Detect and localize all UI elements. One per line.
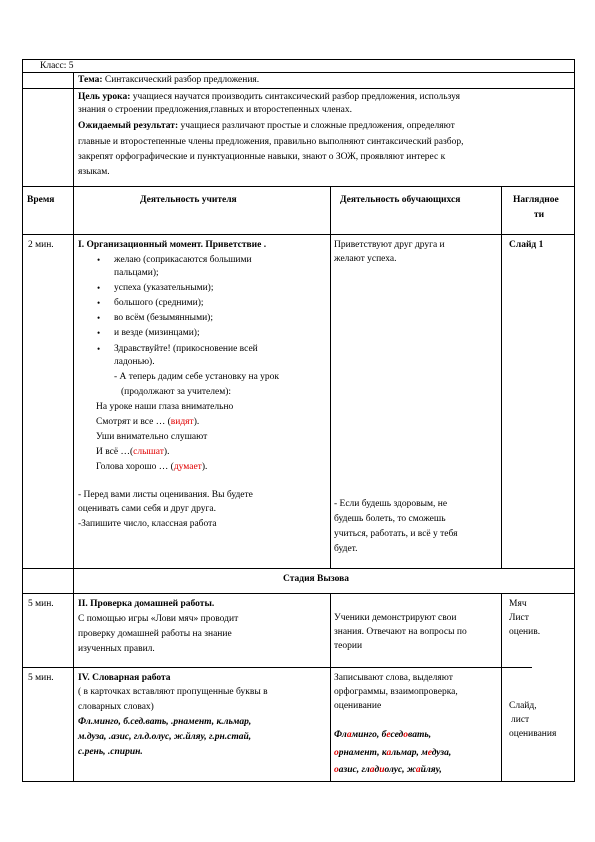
- bullet-dot: •: [97, 328, 101, 338]
- row2-line-3: изученных правил.: [78, 644, 155, 654]
- bullet-item-1-line-1: желаю (соприкасаются большими: [114, 255, 252, 265]
- col-line-right: [574, 59, 575, 782]
- row2-visual-1: Мяч: [509, 599, 527, 609]
- row3-line-1: ( в карточках вставляют пропущенные буквы в: [78, 687, 268, 697]
- row2-student-1: Ученики демонстрируют свои: [334, 613, 457, 623]
- bullet-dot: •: [97, 283, 101, 293]
- poem-line-3: Уши внимательно слушают: [96, 432, 208, 442]
- row2-student-3: теории: [334, 641, 363, 651]
- row-line-5: [22, 568, 574, 569]
- svg-text:орнамент, кальмар, медуза,: орнамент, кальмар, медуза,: [334, 748, 452, 758]
- row3-visual-3: оценивания: [509, 729, 557, 739]
- col-line-student-b: [501, 593, 502, 782]
- row3-student-2: орфограммы, взаимопроверка,: [334, 687, 458, 697]
- goal-label: Цель урока:: [78, 92, 131, 102]
- row3-words-2: м.дуза, .азис, гл.д.олус, ж.йляу, г.рн.стай,: [78, 732, 252, 742]
- row3-words-1: Фл.минго, б.сед.вать, .рнамент, к.льмар,: [78, 717, 252, 727]
- poem-text: ).: [163, 447, 170, 457]
- row2-line-1: С помощью игры «Лови мяч» проводит: [78, 614, 239, 624]
- row-line-7: [22, 667, 532, 668]
- col-header-visual-1: Наглядное: [513, 195, 559, 205]
- bullet-item-6-line-1: Здравствуйте! (прикосновение всей: [114, 344, 258, 354]
- bullet-item-2: успеха (указательными);: [114, 283, 214, 293]
- filled-words-graphic: [332, 722, 500, 780]
- bullet-dot: •: [97, 313, 101, 323]
- col-header-time: Время: [27, 195, 55, 205]
- setup-line-1: - А теперь дадим себе установку на урок: [114, 372, 280, 382]
- poem-line-2: [96, 416, 199, 428]
- poem-line-1: На уроке наши глаза внимательно: [96, 402, 234, 412]
- svg-text:Фламинго, беседовать,: Фламинго, беседовать,: [334, 730, 432, 740]
- goal-line-1: [78, 91, 460, 103]
- col-line-time: [73, 72, 74, 782]
- stage-title: Стадия Вызова: [283, 574, 349, 584]
- row1-student-bottom-1: - Если будешь здоровым, не: [334, 499, 448, 509]
- row1-student-bottom-3: учиться, работать, и всё у тебя: [334, 529, 458, 539]
- poem-answer: видят: [170, 417, 194, 427]
- row1-visual: Слайд 1: [509, 240, 544, 250]
- bullet-item-1-line-2: пальцами);: [114, 268, 159, 278]
- result-text-1: учащиеся различают простые и сложные предложения, определяют: [180, 121, 455, 131]
- bullet-item-3: большого (средними);: [114, 298, 204, 308]
- row2-time: 5 мин.: [28, 599, 54, 609]
- row3-student-1: Записывают слова, выделяют: [334, 673, 453, 683]
- row1-student-bottom-2: будешь болеть, то сможешь: [334, 514, 446, 524]
- poem-text: ).: [193, 417, 200, 427]
- row-line-2: [22, 88, 574, 89]
- poem-text: Голова хорошо … (: [96, 462, 174, 472]
- col-header-teacher: Деятельность учителя: [140, 195, 237, 205]
- poem-answer: слышат: [133, 447, 164, 457]
- row3-visual-2: лист: [511, 715, 530, 725]
- result-line-2: главные и второстепенные члены предложения, правильно выполняют синтаксический разбор,: [78, 137, 464, 147]
- setup-line-2: (продолжают за учителем):: [121, 387, 232, 397]
- row1-student-bottom-4: будет.: [334, 544, 358, 554]
- poem-line-5: [96, 461, 207, 473]
- row3-visual-1: Слайд,: [509, 701, 537, 711]
- row3-line-2: словарных словах): [78, 702, 154, 712]
- row-line-4: [22, 234, 574, 235]
- col-line-teacher-a: [330, 186, 331, 568]
- row-line-1: [22, 72, 574, 73]
- row1-student-top-2: желают успеха.: [334, 254, 397, 264]
- table-bottom-border: [22, 781, 574, 782]
- result-label: Ожидаемый результат:: [78, 121, 179, 131]
- row-line-3: [22, 186, 574, 187]
- goal-text-1: учащиеся научатся производить синтаксический разбор предложения, используя: [132, 92, 461, 102]
- row2-visual-3: оценив.: [509, 627, 541, 637]
- poem-line-4: [96, 446, 169, 458]
- bullet-item-6-line-2: ладонью).: [114, 357, 155, 367]
- col-line-student-a: [501, 186, 502, 568]
- eval-line-2: оценивать сами себя и друг друга.: [78, 504, 216, 514]
- class-label: Класс: 5: [40, 61, 74, 71]
- row2-student-2: знания. Отвечают на вопросы по: [334, 627, 467, 637]
- col-line-teacher-b: [330, 593, 331, 782]
- svg-text:оазис, гладиолус, жайляу,: оазис, гладиолус, жайляу,: [334, 765, 442, 775]
- row2-line-2: проверку домашней работы на знание: [78, 629, 232, 639]
- row3-time: 5 мин.: [28, 673, 54, 683]
- bullet-item-5: и везде (мизинцами);: [114, 328, 200, 338]
- poem-text: И всё …(: [96, 447, 134, 457]
- row2-title: II. Проверка домашней работы.: [78, 599, 215, 609]
- row3-student-3: оценивание: [334, 701, 382, 711]
- eval-line-1: - Перед вами листы оценивания. Вы будете: [78, 490, 253, 500]
- result-line-3: закрепят орфографические и пунктуационные навыки, знают о ЗОЖ, проявляют интерес к: [78, 152, 446, 162]
- col-line-left: [22, 59, 23, 782]
- row3-words-3: с.рень, .спирин.: [78, 747, 143, 757]
- topic-row: [78, 74, 259, 86]
- result-line-1: [78, 120, 455, 132]
- bullet-dot: •: [97, 298, 101, 308]
- table-top-border: [22, 59, 574, 60]
- topic-value: Синтаксический разбор предложения.: [104, 75, 260, 85]
- col-header-visual-2: ти: [534, 210, 545, 220]
- goal-line-2: знания о строении предложения,главных и второстепенных членах.: [78, 105, 353, 115]
- row2-visual-2: Лист: [509, 613, 529, 623]
- row-line-6: [22, 593, 574, 594]
- bullet-dot: •: [97, 255, 101, 265]
- bullet-item-4: во всём (безымянными);: [114, 313, 213, 323]
- poem-text: ).: [201, 462, 208, 472]
- poem-text: Смотрят и все … (: [96, 417, 171, 427]
- result-line-4: языкам.: [78, 167, 110, 177]
- topic-label: Тема:: [78, 75, 103, 85]
- bullet-dot: •: [97, 344, 101, 354]
- row1-title: I. Организационный момент. Приветствие .: [78, 240, 267, 250]
- row1-student-top-1: Приветствуют друг друга и: [334, 240, 445, 250]
- row3-title: IV. Словарная работа: [78, 673, 171, 683]
- col-header-student: Деятельность обучающихся: [340, 195, 461, 205]
- row1-time: 2 мин.: [28, 240, 54, 250]
- eval-line-3: -Запишите число, классная работа: [78, 519, 217, 529]
- poem-answer: думает: [173, 462, 202, 472]
